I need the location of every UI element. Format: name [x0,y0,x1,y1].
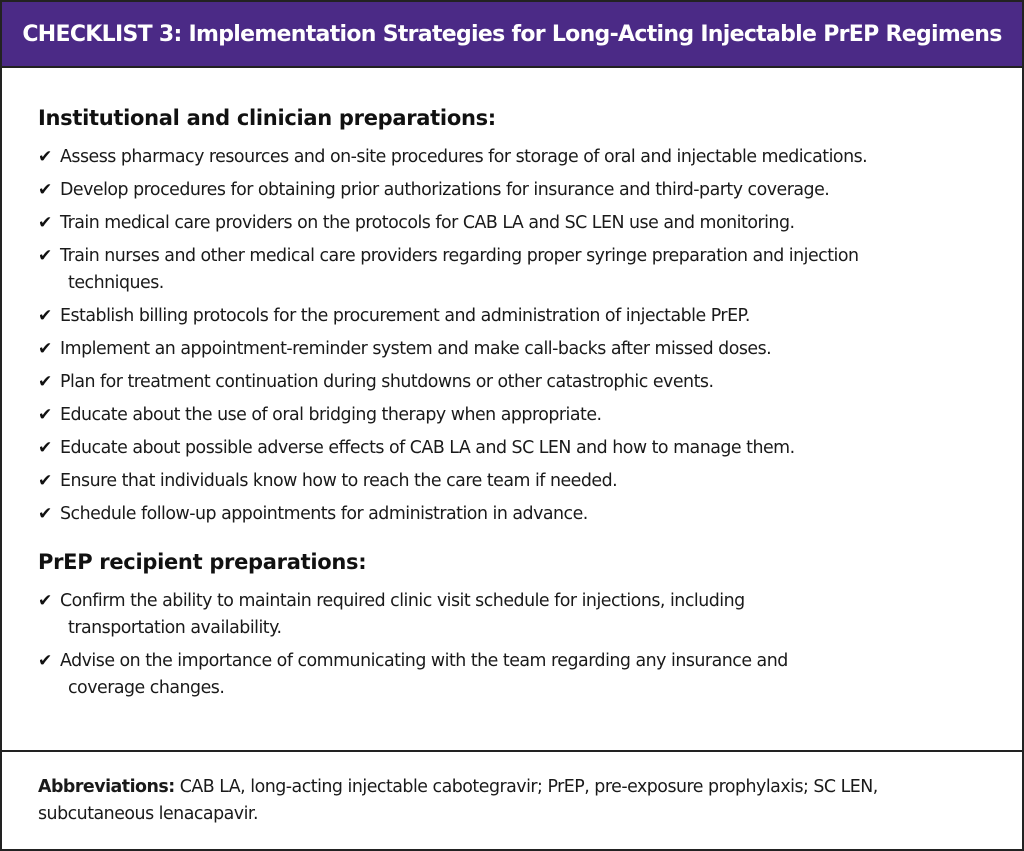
check-icon: ✔ [38,405,52,425]
abbreviations-text: CAB LA, long-acting injectable cabotegravir; PrEP, pre-exposure prophylaxis; SC LEN, subcutaneous lenacapavir. [38,777,878,824]
checklist-item: ✔ Develop procedures for obtaining prior authorizations for insurance and third-party coverage. [38,177,975,204]
check-icon: ✔ [38,147,52,167]
checklist-item: ✔ Train nurses and other medical care providers regarding proper syringe preparation and injection techniques. [38,243,975,297]
recipient-checklist [38,588,1022,702]
checklist-item: ✔ Schedule follow-up appointments for administration in advance. [38,501,975,528]
checklist-item: ✔ Implement an appointment-reminder system and make call-backs after missed doses. [38,336,975,363]
check-icon: ✔ [38,213,52,233]
check-icon: ✔ [38,438,52,458]
checklist-content [2,68,1022,750]
checklist-item: ✔ Assess pharmacy resources and on-site procedures for storage of oral and injectable medications. [38,144,975,171]
institutional-checklist [38,144,1022,528]
abbreviations-label: Abbreviations: [38,777,175,797]
checklist-title: CHECKLIST 3: Implementation Strategies for Long-Acting Injectable PrEP Regimens [22,21,1002,47]
checklist-item: ✔ Plan for treatment continuation during shutdowns or other catastrophic events. [38,369,975,396]
checklist-item: ✔ Establish billing protocols for the procurement and administration of injectable PrEP. [38,303,975,330]
check-icon: ✔ [38,246,52,266]
check-icon: ✔ [38,372,52,392]
checklist-item: ✔ Ensure that individuals know how to reach the care team if needed. [38,468,975,495]
section-heading-institutional: Institutional and clinician preparations: [38,106,496,130]
check-icon: ✔ [38,339,52,359]
checklist-item: ✔ Advise on the importance of communicating with the team regarding any insurance and coverage changes. [38,648,860,702]
check-icon: ✔ [38,471,52,491]
checklist-item: ✔ Train medical care providers on the protocols for CAB LA and SC LEN use and monitoring. [38,210,975,237]
checklist-header [2,2,1022,68]
abbreviations-footnote [2,750,1022,849]
check-icon: ✔ [38,180,52,200]
checklist-item: ✔ Confirm the ability to maintain required clinic visit schedule for injections, including transportation availability. [38,588,860,642]
check-icon: ✔ [38,306,52,326]
checklist-item: ✔ Educate about the use of oral bridging therapy when appropriate. [38,402,975,429]
section-heading-recipient: PrEP recipient preparations: [38,550,367,574]
check-icon: ✔ [38,591,52,611]
check-icon: ✔ [38,651,52,671]
checklist-item: ✔ Educate about possible adverse effects of CAB LA and SC LEN and how to manage them. [38,435,975,462]
check-icon: ✔ [38,504,52,524]
